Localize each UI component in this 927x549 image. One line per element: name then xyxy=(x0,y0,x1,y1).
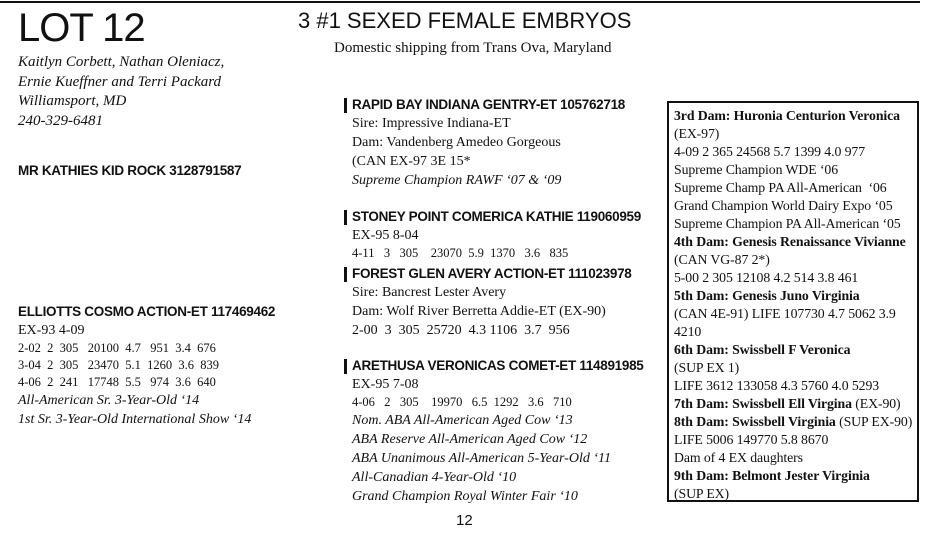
ancestry-line xyxy=(674,485,917,503)
ancestry-line-text: Supreme Champion WDE ‘06 xyxy=(674,162,839,177)
ancestry-line-text: Dam of 4 EX daughters xyxy=(674,450,803,465)
dam-record: 4-06 2 241 17748 5.5 974 3.6 640 xyxy=(18,375,216,389)
ancestry-line-text: (SUP EX-90) xyxy=(835,414,913,429)
dam-dam-honor: All-Canadian 4-Year-Old ‘10 xyxy=(352,470,517,485)
dam-sire-record: 2-00 3 305 25720 4.3 1106 3.7 956 xyxy=(352,323,570,338)
ancestry-line-text: (CAN 4E-91) LIFE 107730 4.7 5062 3.9 xyxy=(674,306,896,321)
ancestry-line xyxy=(674,467,917,485)
ancestry-line xyxy=(674,215,917,233)
consignor-line: Ernie Kueffner and Terri Packard xyxy=(18,73,222,90)
ancestry-line-text: Supreme Champion PA All-American ‘05 xyxy=(674,216,901,231)
ancestry-line-text: Supreme Champ PA All-American ‘06 xyxy=(674,180,887,195)
ancestry-line xyxy=(674,413,917,431)
dam-dam-honor: Nom. ABA All-American Aged Cow ‘13 xyxy=(352,413,573,428)
dam-dam-name: ARETHUSA VERONICAS COMET-ET 114891985 xyxy=(344,357,664,375)
ancestry-line xyxy=(674,323,917,341)
ancestry-line-text: 5-00 2 305 12108 4.2 514 3.8 461 xyxy=(674,270,859,285)
sire-dam-classification: EX-95 8-04 xyxy=(352,228,419,243)
ancestry-line xyxy=(674,251,917,269)
maternal-ancestry-box xyxy=(667,101,919,502)
ancestry-line xyxy=(674,359,917,377)
sire-dam-block xyxy=(344,208,664,262)
ancestry-line-text: LIFE 5006 149770 5.8 8670 xyxy=(674,432,829,447)
ancestry-line xyxy=(674,143,917,161)
sire-sire-line: Dam: Vandenberg Amedeo Gorgeous xyxy=(352,135,561,150)
dam-dam-record: 4-06 2 305 19970 6.5 1292 3.6 710 xyxy=(352,395,572,409)
dam-sire-block xyxy=(344,265,664,340)
sire-sire-block xyxy=(344,96,664,190)
ancestry-line xyxy=(674,305,917,323)
page-number: 12 xyxy=(456,512,473,529)
sire-sire-line: Sire: Impressive Indiana-ET xyxy=(352,116,511,131)
ancestry-line xyxy=(674,125,917,143)
lot-headline: 3 #1 SEXED FEMALE EMBRYOS xyxy=(298,8,632,33)
ancestry-line xyxy=(674,269,917,287)
dam-sire-line: Sire: Bancrest Lester Avery xyxy=(352,285,507,300)
sire-sire-name: RAPID BAY INDIANA GENTRY-ET 105762718 xyxy=(344,96,664,114)
ancestry-line xyxy=(674,233,917,251)
ancestry-line xyxy=(674,179,917,197)
dam-dam-honor: ABA Unanimous All-American 5-Year-Old ‘11 xyxy=(352,451,611,466)
ancestry-line xyxy=(674,107,917,125)
sire-dam-record: 4-11 3 305 23070 5.9 1370 3.6 835 xyxy=(352,246,569,260)
dam-name: ELLIOTTS COSMO ACTION-ET 117469462 xyxy=(18,304,276,319)
dam-dam-honor: Grand Champion Royal Winter Fair ‘10 xyxy=(352,489,578,504)
ancestry-line-bold: 7th Dam: Swissbell Ell Virgina xyxy=(674,396,852,411)
ancestry-line xyxy=(674,341,917,359)
ancestry-line xyxy=(674,395,917,413)
ancestry-line-bold: 8th Dam: Swissbell Virginia xyxy=(674,414,836,429)
dam-block xyxy=(18,303,338,429)
top-rule xyxy=(0,1,920,3)
dam-dam-block xyxy=(344,357,664,506)
consignor-info xyxy=(18,53,224,131)
ancestry-line xyxy=(674,431,917,449)
consignor-phone: 240-329-6481 xyxy=(18,112,103,129)
dam-dam-classification: EX-95 7-08 xyxy=(352,377,419,392)
ancestry-line-text: 4210 xyxy=(674,324,702,339)
ancestry-line xyxy=(674,377,917,395)
dam-honor: All-American Sr. 3-Year-Old ‘14 xyxy=(18,393,200,408)
ancestry-line xyxy=(674,287,917,305)
consignor-line: Williamsport, MD xyxy=(18,93,127,109)
ancestry-line-text: (CAN VG-87 2*) xyxy=(674,252,770,267)
ancestry-line-bold: 9th Dam: Belmont Jester Virginia xyxy=(674,468,870,483)
ancestry-line xyxy=(674,197,917,215)
dam-record: 2-02 2 305 20100 4.7 951 3.4 676 xyxy=(18,341,216,355)
ancestry-line-text: (EX-97) xyxy=(674,126,720,141)
ancestry-line-bold: 4th Dam: Genesis Renaissance Vivianne xyxy=(674,234,906,249)
sire-dam-name: STONEY POINT COMERICA KATHIE 119060959 xyxy=(344,208,664,226)
dam-honor: 1st Sr. 3-Year-Old International Show ‘14 xyxy=(18,412,252,427)
ancestry-line xyxy=(674,449,917,467)
ancestry-line-text: Grand Champion World Dairy Expo ‘05 xyxy=(674,198,893,213)
dam-sire-name: FOREST GLEN AVERY ACTION-ET 111023978 xyxy=(344,265,664,283)
ancestry-line-bold: 6th Dam: Swissbell F Veronica xyxy=(674,342,851,357)
dam-record: 3-04 2 305 23470 5.1 1260 3.6 839 xyxy=(18,358,220,372)
ancestry-line-text: (SUP EX 1) xyxy=(674,360,740,375)
ancestry-line-text: 4-09 2 365 24568 5.7 1399 4.0 977 xyxy=(674,144,866,159)
ancestry-line-bold: 3rd Dam: Huronia Centurion Veronica xyxy=(674,108,900,123)
ancestry-line-bold: 5th Dam: Genesis Juno Virginia xyxy=(674,288,860,303)
dam-sire-line: Dam: Wolf River Berretta Addie-ET (EX-90) xyxy=(352,304,606,319)
sire-sire-honor: Supreme Champion RAWF ‘07 & ‘09 xyxy=(352,173,562,188)
shipping-note: Domestic shipping from Trans Ova, Maryland xyxy=(334,40,612,56)
ancestry-line-text: (EX-90) xyxy=(851,396,901,411)
ancestry-line xyxy=(674,161,917,179)
ancestry-line-text: (SUP EX) xyxy=(674,486,730,501)
dam-classification: EX-93 4-09 xyxy=(18,323,85,338)
ancestry-line-text: LIFE 3612 133058 4.3 5760 4.0 5293 xyxy=(674,378,880,393)
consignor-line: Kaitlyn Corbett, Nathan Oleniacz, xyxy=(18,54,225,70)
dam-dam-honor: ABA Reserve All-American Aged Cow ‘12 xyxy=(352,432,588,447)
lot-number: LOT 12 xyxy=(18,6,145,50)
sire-name: MR KATHIES KID ROCK 3128791587 xyxy=(18,163,242,178)
sire-sire-line: (CAN EX-97 3E 15* xyxy=(352,154,471,169)
